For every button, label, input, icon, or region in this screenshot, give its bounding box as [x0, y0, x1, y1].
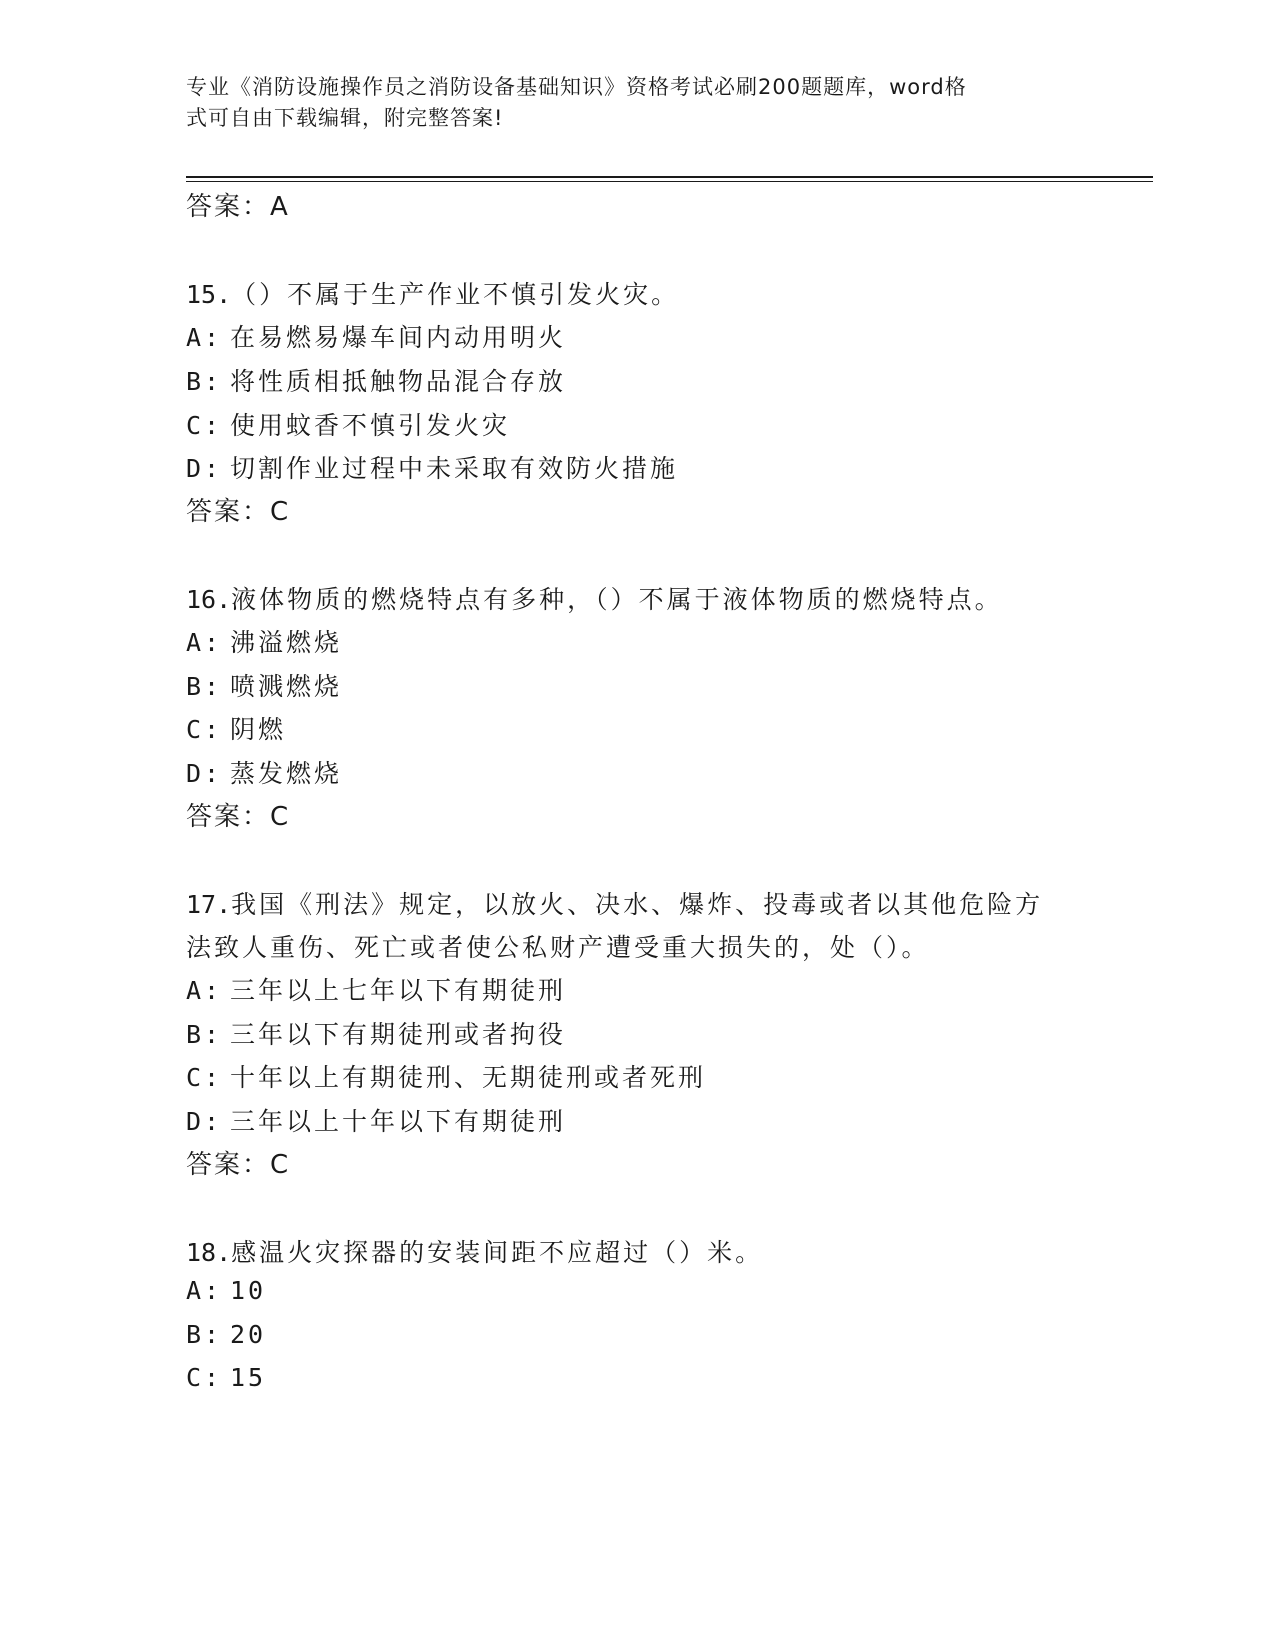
option-label: B:: [186, 1020, 223, 1049]
option-label: D:: [186, 454, 223, 483]
question-15-option-a: [186, 318, 566, 354]
option-label: C:: [186, 1363, 223, 1392]
answer-value: A: [270, 192, 290, 222]
option-label: B:: [186, 367, 223, 396]
option-text: 在易燃易爆车间内动用明火: [230, 323, 567, 352]
option-text: 10: [230, 1276, 267, 1305]
option-text: 三年以下有期徒刑或者拘役: [230, 1020, 567, 1049]
question-number: 16.: [186, 585, 232, 614]
answer-label: 答案：: [186, 802, 271, 832]
question-16-option-d: [186, 754, 342, 790]
option-text: 三年以上十年以下有期徒刑: [230, 1107, 567, 1136]
answer-value: C: [270, 497, 291, 527]
question-text: 感温火灾探器的安装间距不应超过（）米。: [231, 1238, 764, 1267]
question-16-stem: [186, 580, 1003, 616]
question-15-option-c: [186, 406, 510, 442]
question-number: 17.: [186, 890, 232, 919]
question-number: 15.: [186, 280, 232, 309]
option-label: C:: [186, 715, 223, 744]
question-16-option-a: [186, 623, 342, 659]
question-17-option-b: [186, 1015, 566, 1051]
question-15-answer: [186, 491, 290, 528]
answer-value: C: [270, 802, 291, 832]
option-label: C:: [186, 1063, 223, 1092]
document-header: [186, 72, 1066, 134]
answer-label: 答案：: [186, 192, 271, 222]
option-text: 将性质相抵触物品混合存放: [230, 367, 567, 396]
question-18-stem: [186, 1233, 763, 1269]
option-label: B:: [186, 1320, 223, 1349]
question-16-answer: [186, 796, 290, 833]
option-text: 三年以上七年以下有期徒刑: [230, 976, 567, 1005]
question-text: 液体物质的燃烧特点有多种，（）不属于液体物质的燃烧特点。: [231, 585, 1003, 614]
question-text: 我国《刑法》规定，以放火、决水、爆炸、投毒或者以其他危险方: [231, 890, 1044, 919]
answer-value: C: [270, 1150, 291, 1180]
option-text: 阴燃: [230, 715, 287, 744]
question-17-option-a: [186, 971, 566, 1007]
option-text: 蒸发燃烧: [230, 759, 343, 788]
question-17-stem: [186, 885, 1043, 921]
prev-answer: [186, 186, 290, 223]
option-label: A:: [186, 323, 223, 352]
header-line-2: 式可自由下载编辑，附完整答案!: [186, 106, 504, 130]
question-15-option-d: [186, 449, 678, 485]
option-text: 20: [230, 1320, 267, 1349]
question-18-option-c: [186, 1363, 266, 1392]
question-17-option-c: [186, 1058, 706, 1094]
option-text: 15: [230, 1363, 267, 1392]
option-label: A:: [186, 628, 223, 657]
option-text: 喷溅燃烧: [230, 672, 343, 701]
question-15-option-b: [186, 362, 566, 398]
header-line-1: 专业《消防设施操作员之消防设备基础知识》资格考试必刷200题题库，word格: [186, 75, 967, 99]
question-17-stem-line-2: [186, 928, 930, 964]
option-label: D:: [186, 759, 223, 788]
option-label: A:: [186, 1276, 223, 1305]
header-rule-thin: [186, 181, 1153, 182]
question-18-option-b: [186, 1320, 266, 1349]
question-text: 法致人重伤、死亡或者使公私财产遭受重大损失的，处（）。: [186, 933, 930, 962]
question-16-option-b: [186, 667, 342, 703]
option-label: B:: [186, 672, 223, 701]
question-18-option-a: [186, 1276, 266, 1305]
option-label: D:: [186, 1107, 223, 1136]
header-rule: [186, 176, 1153, 178]
option-text: 沸溢燃烧: [230, 628, 343, 657]
option-label: C:: [186, 411, 223, 440]
answer-label: 答案：: [186, 1150, 271, 1180]
question-16-option-c: [186, 710, 286, 746]
answer-label: 答案：: [186, 497, 271, 527]
question-text: （）不属于生产作业不慎引发火灾。: [231, 280, 680, 309]
question-15-stem: [186, 275, 679, 311]
question-17-option-d: [186, 1102, 566, 1138]
option-text: 切割作业过程中未采取有效防火措施: [230, 454, 679, 483]
question-17-answer: [186, 1144, 290, 1181]
option-label: A:: [186, 976, 223, 1005]
question-number: 18.: [186, 1238, 232, 1267]
option-text: 十年以上有期徒刑、无期徒刑或者死刑: [230, 1063, 707, 1092]
option-text: 使用蚊香不慎引发火灾: [230, 411, 511, 440]
